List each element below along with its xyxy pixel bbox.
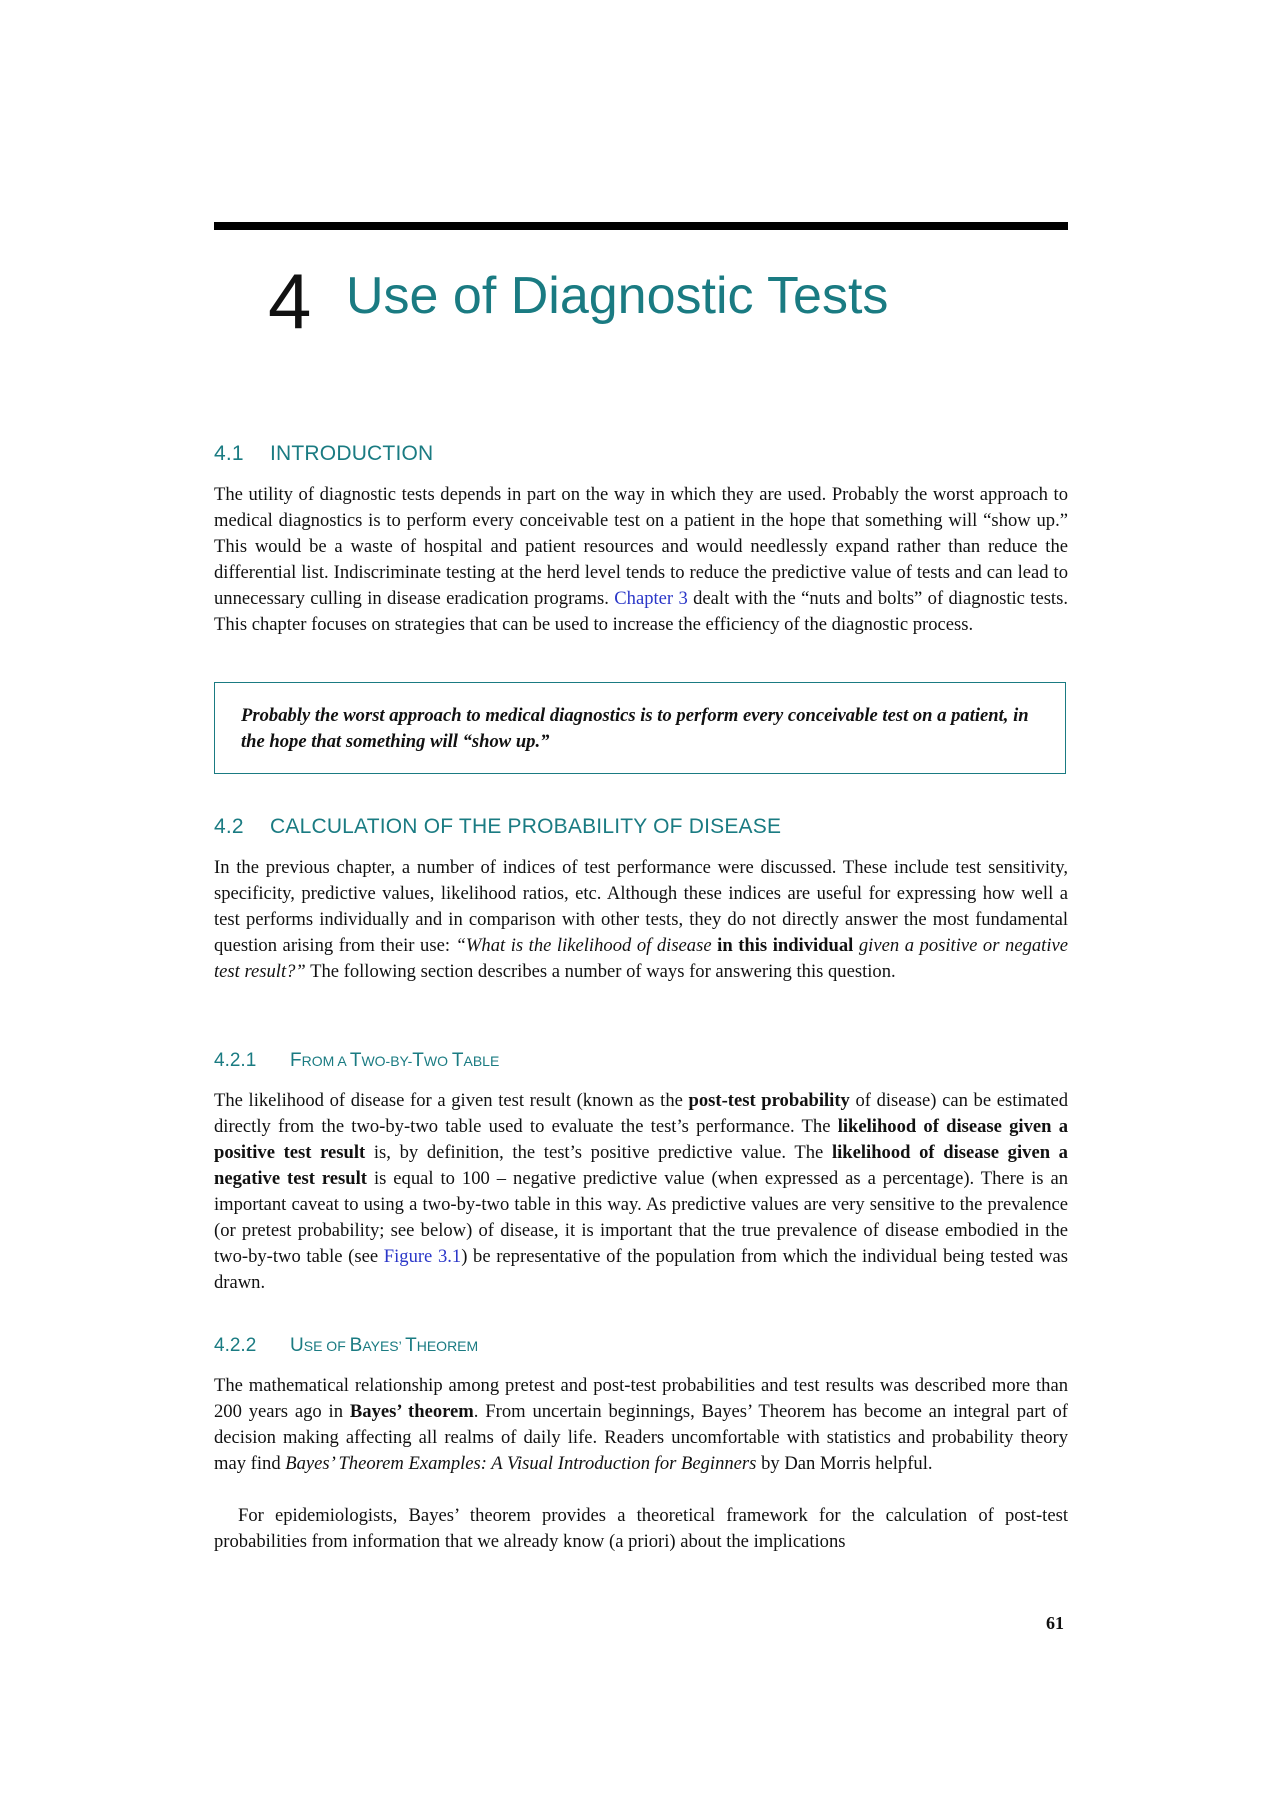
callout-box — [214, 682, 1066, 774]
figure-3-1-link[interactable]: Figure 3.1 — [383, 1246, 462, 1267]
title-part: ROM A — [301, 1053, 350, 1069]
section-title: CALCULATION OF THE PROBABILITY OF DISEASE — [270, 815, 782, 838]
text-run: The utility of diagnostic tests depends in part on the way in which they are used. Probably the worst approach to medical diagnostics is to perform every conceivable test on a patient in the hope that something will “show up.” This would be a waste of hospital and patient resources and would needlessly expand rather than reduce the differential list. Indiscriminate testing at the herd level tends to reduce the predictive value of tests and can lead to unnecessary culling in disease eradication programs. — [214, 484, 1068, 609]
intro-paragraph — [214, 482, 1068, 638]
title-part: U — [290, 1335, 304, 1356]
bold-term: post-test probability — [688, 1090, 850, 1111]
title-part: T — [412, 1050, 424, 1071]
bold-term: likelihood of disease given a positive test result — [214, 1116, 1068, 1163]
text-run: is, by definition, the test’s positive predictive value. The — [365, 1142, 832, 1163]
title-part: F — [290, 1050, 302, 1071]
chapter-top-rule — [214, 222, 1068, 230]
text-run: . From uncertain beginnings, Bayes’ Theorem has become an integral part of decision making affecting all realms of daily life. Readers uncomfortable with statistics and probability theory may find — [214, 1401, 1068, 1474]
text-run: The likelihood of disease for a given test result (known as the — [214, 1090, 689, 1111]
question-bold: in this individual — [717, 935, 854, 956]
section-number: 4.2 — [214, 815, 244, 838]
title-part: AYES’ — [362, 1338, 406, 1354]
title-part: T — [451, 1050, 464, 1071]
two-by-two-paragraph — [214, 1088, 1068, 1296]
callout-text: Probably the worst approach to medical diagnostics is to perform every conceivable test on a patient, in the hope that something will “show up.” — [241, 705, 1029, 752]
bold-term: Bayes’ theorem — [349, 1401, 474, 1422]
title-part: ABLE — [463, 1053, 500, 1069]
text-run: is equal to 100 – negative predictive value (when expressed as a percentage). There is an important caveat to using a two-by-two table in this way. As predictive values are very sensitive to the prevalence (or pretest probability; see below) of disease, it is important that the true prevalence of disease embodied in the two-by-two table (see — [214, 1168, 1068, 1267]
chapter-number: 4 — [268, 257, 312, 345]
section-number: 4.1 — [214, 442, 244, 465]
section-heading-4-2 — [214, 815, 781, 839]
title-part: HEOREM — [416, 1338, 479, 1354]
subsection-number: 4.2.2 — [214, 1335, 257, 1356]
text-run: of disease) can be estimated directly from the two-by-two table used to evaluate the test’s performance. The — [214, 1090, 1068, 1137]
title-part: WO-BY- — [361, 1053, 413, 1069]
bold-term: likelihood of disease given a negative test result — [214, 1142, 1068, 1189]
question-italic: given a positive or negative test result?” — [214, 935, 1069, 982]
text-run: ) be representative of the population from which the individual being tested was drawn. — [214, 1246, 1068, 1293]
subsection-heading-4-2-2 — [214, 1335, 478, 1357]
chapter-title: Use of Diagnostic Tests — [346, 267, 889, 325]
bayes-paragraph — [214, 1373, 1068, 1477]
text-run: In the previous chapter, a number of indices of test performance were discussed. These include test sensitivity, specificity, predictive values, likelihood ratios, etc. Although these indices are useful for expressing how well a test performs individually and in comparison with other tests, they do not directly answer the most fundamental question arising from their use: — [214, 857, 1068, 956]
text-run: dealt with the “nuts and bolts” of diagnostic tests. This chapter focuses on strategies that can be used to increase the efficiency of the diagnostic process. — [214, 588, 1068, 635]
title-part: SE OF — [303, 1338, 350, 1354]
question-italic: “What is the likelihood of disease — [455, 935, 718, 956]
title-part: T — [405, 1335, 417, 1356]
section-title: INTRODUCTION — [270, 442, 434, 465]
text-run: by Dan Morris helpful. — [756, 1453, 933, 1474]
section-heading-4-1 — [214, 442, 433, 466]
title-part: B — [349, 1335, 363, 1356]
chapter-3-link[interactable]: Chapter 3 — [614, 588, 688, 609]
bayes-paragraph-2: For epidemiologists, Bayes’ theorem provides a theoretical framework for the calculation of post-test probabilities from information that we already know (a priori) about the implications — [214, 1505, 1068, 1552]
text-run: The mathematical relationship among pretest and post-test probabilities and test results was described more than 200 years ago in — [214, 1375, 1068, 1422]
title-part: T — [349, 1050, 362, 1071]
subsection-heading-4-2-1 — [214, 1050, 499, 1072]
title-part: WO — [423, 1053, 452, 1069]
probability-paragraph — [214, 855, 1068, 985]
subsection-number: 4.2.1 — [214, 1050, 257, 1071]
page-number: 61 — [1046, 1613, 1064, 1633]
book-title: Bayes’ Theorem Examples: A Visual Introduction for Beginners — [285, 1453, 757, 1474]
text-run: The following section describes a number of ways for answering this question. — [305, 961, 896, 982]
